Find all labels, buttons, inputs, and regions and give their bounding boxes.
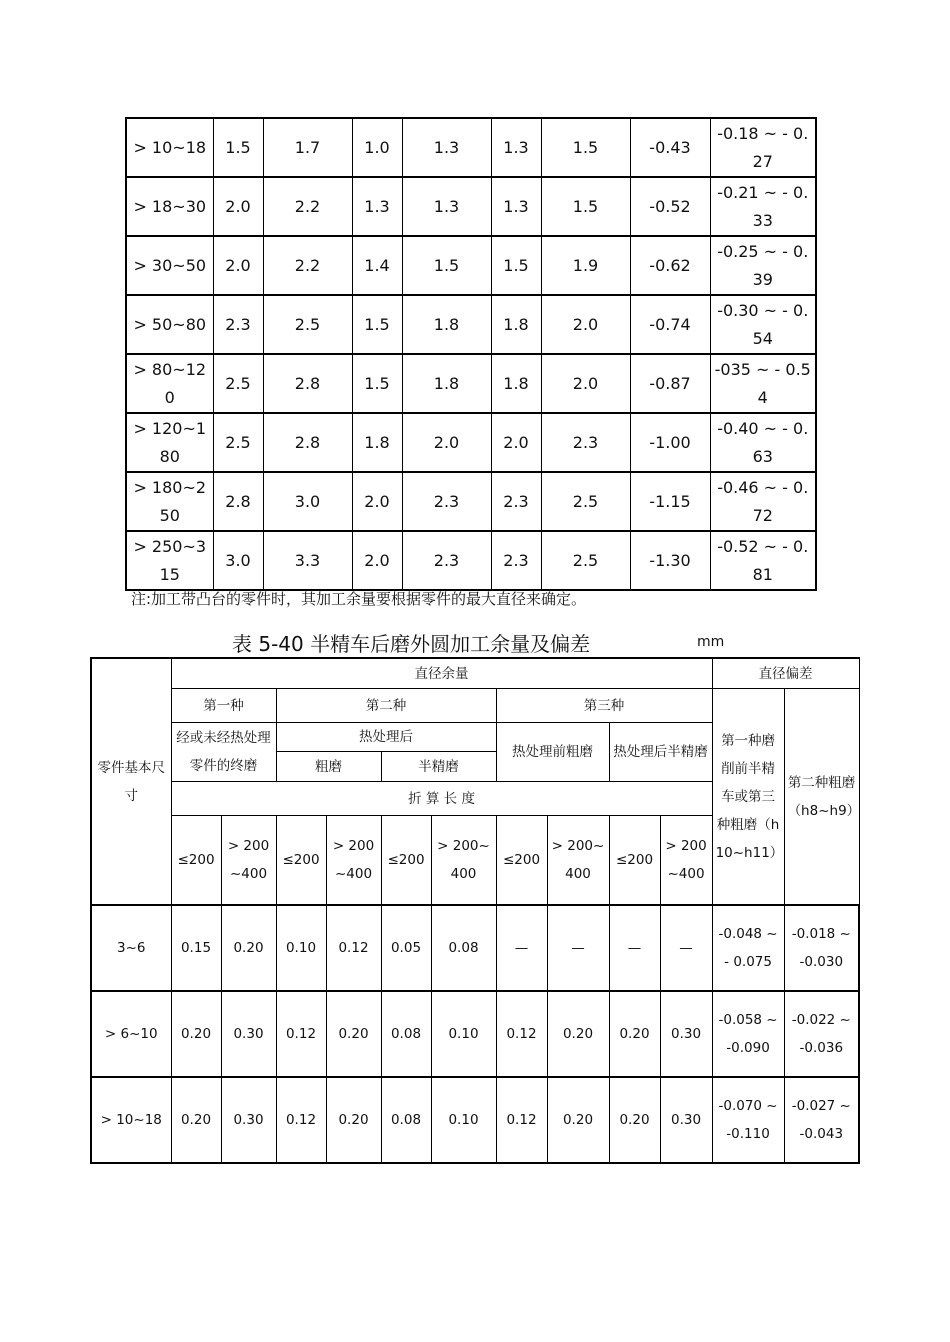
type1-header: 第一种 [171,689,276,723]
value-cell: 0.08 [381,991,431,1077]
value-cell: 2.3 [402,531,491,590]
type2-header: 第二种 [276,689,496,723]
size-range-cell: > 250~3 15 [126,531,213,590]
value-cell: -0.52 ~ - 0.81 [710,531,816,590]
length-le200-header: ≤200 [496,816,547,906]
value-cell: 2.0 [491,413,541,472]
value-cell: -035 ~ - 0.54 [710,354,816,413]
length-le200-header: ≤200 [171,816,221,906]
value-cell: 2.8 [263,413,352,472]
value-cell: 0.20 [547,991,609,1077]
size-range-cell: > 10~18 [91,1077,171,1163]
size-range-cell: > 6~10 [91,991,171,1077]
table-title: 表 5-40 半精车后磨外圆加工余量及偏差 [232,632,591,656]
value-cell: 1.3 [402,118,491,177]
table-unit: mm [697,634,725,650]
table-row [126,236,816,295]
value-cell: 0.30 [221,991,276,1077]
value-cell: 2.0 [213,236,263,295]
value-cell: 0.30 [660,991,712,1077]
value-cell: 1.3 [491,177,541,236]
deviation-cell: -0.022 ~ -0.036 [784,991,859,1077]
table-row [91,905,859,991]
value-cell: 1.5 [402,236,491,295]
value-cell: 0.12 [496,991,547,1077]
value-cell: 1.8 [491,354,541,413]
value-cell: 1.7 [263,118,352,177]
value-cell: 0.15 [171,905,221,991]
type1-desc-header: 经或未经热处理零件的终磨 [171,723,276,782]
value-cell: 2.5 [213,354,263,413]
deviation-cell: -0.070 ~ -0.110 [712,1077,784,1163]
allowance-table-top-body [126,118,816,590]
table-header [91,658,859,905]
rough-header: 粗磨 [276,752,381,782]
length-200-400-header: > 200~400 [431,816,496,906]
table-row [126,354,816,413]
value-cell: 0.20 [326,991,381,1077]
value-cell: 0.08 [431,905,496,991]
value-cell: 1.5 [352,295,402,354]
value-cell: 1.3 [402,177,491,236]
value-cell: 0.20 [326,1077,381,1163]
deviation-cell: -0.058 ~ -0.090 [712,991,784,1077]
value-cell: 0.30 [221,1077,276,1163]
length-200-400-header: > 200~400 [221,816,276,906]
table-row [126,295,816,354]
value-cell: 1.5 [213,118,263,177]
dia-deviation-header: 直径偏差 [712,658,859,689]
table-row [126,177,816,236]
value-cell: 0.12 [496,1077,547,1163]
value-cell: — [547,905,609,991]
size-range-cell: > 180~2 50 [126,472,213,531]
value-cell: 3.3 [263,531,352,590]
value-cell: -0.40 ~ - 0.63 [710,413,816,472]
table-row [126,531,816,590]
value-cell: 3.0 [213,531,263,590]
value-cell: 1.5 [352,354,402,413]
value-cell: 2.0 [402,413,491,472]
value-cell: 1.4 [352,236,402,295]
value-cell: 0.12 [276,1077,326,1163]
value-cell: 0.05 [381,905,431,991]
table-body [91,905,859,1163]
value-cell: -1.30 [630,531,710,590]
value-cell: -0.43 [630,118,710,177]
table-row [91,1077,859,1163]
value-cell: 1.5 [541,118,630,177]
size-range-cell: 3~6 [91,905,171,991]
value-cell: 2.0 [541,295,630,354]
value-cell: -0.46 ~ - 0.72 [710,472,816,531]
value-cell: 2.0 [541,354,630,413]
value-cell: 2.0 [352,472,402,531]
value-cell: -0.62 [630,236,710,295]
size-range-cell: > 120~1 80 [126,413,213,472]
value-cell: 2.8 [213,472,263,531]
value-cell: 1.8 [402,295,491,354]
value-cell: 1.5 [491,236,541,295]
size-range-cell: > 50~80 [126,295,213,354]
deviation-type1-header: 第一种磨削前半精车或第三种粗磨（h10~h11） [712,689,784,906]
value-cell: 2.5 [263,295,352,354]
size-range-cell: > 30~50 [126,236,213,295]
deviation-type2-header: 第二种粗磨（h8~h9） [784,689,859,906]
length-200-400-header: > 200~400 [326,816,381,906]
grinding-allowance-table [90,657,860,1164]
table-note: 注:加工带凸台的零件时，其加工余量要根据零件的最大直径来确定。 [131,590,587,608]
value-cell: 3.0 [263,472,352,531]
value-cell: 1.5 [541,177,630,236]
value-cell: -0.87 [630,354,710,413]
value-cell: 2.8 [263,354,352,413]
value-cell: 0.12 [276,991,326,1077]
value-cell: 2.5 [541,472,630,531]
value-cell: 2.3 [491,531,541,590]
size-range-cell: > 80~12 0 [126,354,213,413]
value-cell: 0.30 [660,1077,712,1163]
after-heat-semi-header: 热处理后半精磨 [609,723,712,782]
value-cell: 2.3 [213,295,263,354]
deviation-cell: -0.048 ~ - 0.075 [712,905,784,991]
value-cell: -0.18 ~ - 0.27 [710,118,816,177]
size-range-cell: > 18~30 [126,177,213,236]
value-cell: 2.2 [263,236,352,295]
table-row [126,472,816,531]
value-cell: 0.10 [431,991,496,1077]
value-cell: 0.10 [276,905,326,991]
value-cell: 1.8 [491,295,541,354]
value-cell: 0.20 [609,1077,660,1163]
value-cell: 0.20 [547,1077,609,1163]
semi-header: 半精磨 [381,752,496,782]
value-cell: 1.3 [352,177,402,236]
length-le200-header: ≤200 [609,816,660,906]
length-200-400-header: > 200~400 [547,816,609,906]
length-le200-header: ≤200 [381,816,431,906]
part-size-header: 零件基本尺寸 [91,658,171,905]
value-cell: -1.00 [630,413,710,472]
value-cell: 2.0 [352,531,402,590]
dia-allowance-header: 直径余量 [171,658,712,689]
value-cell: 0.08 [381,1077,431,1163]
value-cell: 0.20 [171,1077,221,1163]
table-row [126,118,816,177]
value-cell: 2.5 [213,413,263,472]
value-cell: 2.5 [541,531,630,590]
value-cell: 0.12 [326,905,381,991]
value-cell: 2.2 [263,177,352,236]
value-cell: 2.0 [213,177,263,236]
length-le200-header: ≤200 [276,816,326,906]
allowance-table-top [125,117,817,591]
size-range-cell: > 10~18 [126,118,213,177]
value-cell: -1.15 [630,472,710,531]
value-cell: — [660,905,712,991]
value-cell: -0.52 [630,177,710,236]
before-heat-rough-header: 热处理前粗磨 [496,723,609,782]
value-cell: -0.25 ~ - 0.39 [710,236,816,295]
table-row [126,413,816,472]
value-cell: 0.20 [221,905,276,991]
value-cell: 2.3 [541,413,630,472]
value-cell: — [496,905,547,991]
value-cell: 1.8 [402,354,491,413]
converted-length-header: 折 算 长 度 [171,782,712,816]
value-cell: 0.20 [609,991,660,1077]
value-cell: -0.30 ~ - 0.54 [710,295,816,354]
value-cell: -0.21 ~ - 0.33 [710,177,816,236]
value-cell: 1.0 [352,118,402,177]
deviation-cell: -0.018 ~ -0.030 [784,905,859,991]
value-cell: 1.8 [352,413,402,472]
table-row [91,991,859,1077]
length-200-400-header: > 200~400 [660,816,712,906]
value-cell: 2.3 [402,472,491,531]
deviation-cell: -0.027 ~ -0.043 [784,1077,859,1163]
value-cell: 0.10 [431,1077,496,1163]
value-cell: -0.74 [630,295,710,354]
value-cell: 2.3 [491,472,541,531]
value-cell: 1.3 [491,118,541,177]
after-heat-header: 热处理后 [276,723,496,752]
value-cell: 1.9 [541,236,630,295]
value-cell: — [609,905,660,991]
type3-header: 第三种 [496,689,712,723]
value-cell: 0.20 [171,991,221,1077]
